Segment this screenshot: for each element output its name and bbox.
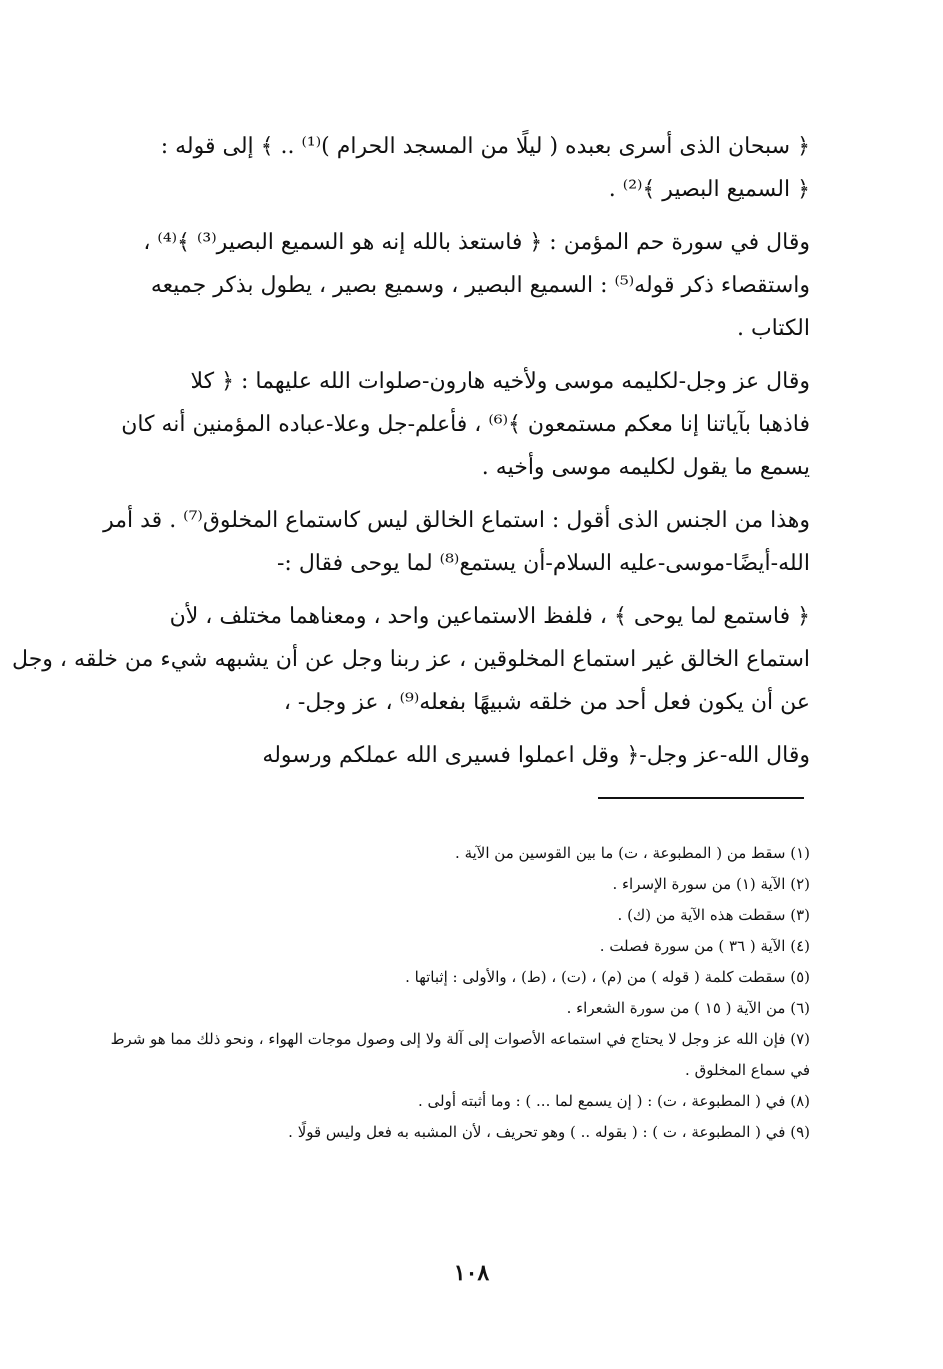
text-line: ﴿ فاستمع لما يوحى ﴾ ، فلفظ الاستماعين واحد ، ومعناهما مختلف ، لأن xyxy=(169,604,810,629)
footnote: (٤) الآية ( ٣٦ ) من سورة فصلت . xyxy=(599,937,810,955)
footnote: في سماع المخلوق . xyxy=(685,1061,810,1079)
text-line: عن أن يكون فعل أحد من خلقه شبيهًا بفعله⁽⁹⁾ ، عز وجل- ، xyxy=(283,690,810,715)
footnote: (١) سقط من ( المطبوعة ، ت) ما بين القوسين من الآية . xyxy=(455,844,810,862)
footnote: (٩) في ( المطبوعة ، ت ) : ( بقوله .. ) وهو تحريف ، لأن المشبه به فعل وليس قولًا . xyxy=(288,1123,810,1141)
text-line: وقال في سورة حم المؤمن : ﴿ فاستعذ بالله إنه هو السميع البصير⁽³⁾ ﴾⁽⁴⁾ ، xyxy=(143,230,810,255)
footnote-divider xyxy=(598,797,804,799)
footnote: (٨) في ( المطبوعة ، ت) : ( إن يسمع لما ... ) : وما أثبته أولى . xyxy=(417,1092,810,1110)
text-line: فاذهبا بآياتنا إنا معكم مستمعون ﴾⁽⁶⁾ ، فأعلم-جل وعلا-عباده المؤمنين أنه كان xyxy=(121,412,810,437)
main-text xyxy=(12,125,810,777)
text-line: ﴿ السميع البصير ﴾⁽²⁾ . xyxy=(608,177,810,202)
text-line: وقال الله-عز وجل-﴿ وقل اعملوا فسيرى الله عملكم ورسوله xyxy=(262,743,810,768)
text-line: الكتاب . xyxy=(736,316,810,341)
text-line: وهذا من الجنس الذى أقول : استماع الخالق ليس كاستماع المخلوق⁽⁷⁾ . قد أمر xyxy=(103,508,810,533)
footnotes xyxy=(110,838,810,1148)
text-line: وقال عز وجل-لكليمه موسى ولأخيه هارون-صلوات الله عليهما : ﴿ كلا xyxy=(190,369,810,394)
footnote: (٥) سقطت كلمة ( قوله ) من (م) ، (ت) ، (ط) ، والأولى : إثباتها . xyxy=(405,968,810,986)
text-line: واستقصاء ذكر قوله⁽⁵⁾ : السميع البصير ، وسميع بصير ، يطول بذكر جميعه xyxy=(150,273,810,298)
footnote: (٧) فإن الله عز وجل لا يحتاج في استماعه الأصوات إلى آلة ولا إلى وصول موجات الهواء ، ونحو ذلك مما هو شرط xyxy=(110,1030,810,1048)
text-line: يسمع ما يقول لكليمه موسى وأخيه . xyxy=(481,455,810,480)
text-line: استماع الخالق غير استماع المخلوقين ، عز ربنا وجل عن أن يشبهه شيء من خلقه ، وجل xyxy=(12,647,810,672)
text-line: الله-أيضًا-موسى-عليه السلام-أن يستمع⁽⁸⁾ لما يوحى فقال :- xyxy=(276,551,810,576)
page-number: ١٠٨ xyxy=(453,1260,490,1286)
footnote: (٦) من الآية ( ١٥ ) من سورة الشعراء . xyxy=(566,999,810,1017)
text-line: ﴿ سبحان الذى أسرى بعبده ( ليلًا من المسجد الحرام )⁽¹⁾ .. ﴾ إلى قوله : xyxy=(160,134,810,159)
footnote: (٢) الآية (١) من سورة الإسراء . xyxy=(612,875,810,893)
footnote: (٣) سقطت هذه الآية من (ك) . xyxy=(617,906,810,924)
